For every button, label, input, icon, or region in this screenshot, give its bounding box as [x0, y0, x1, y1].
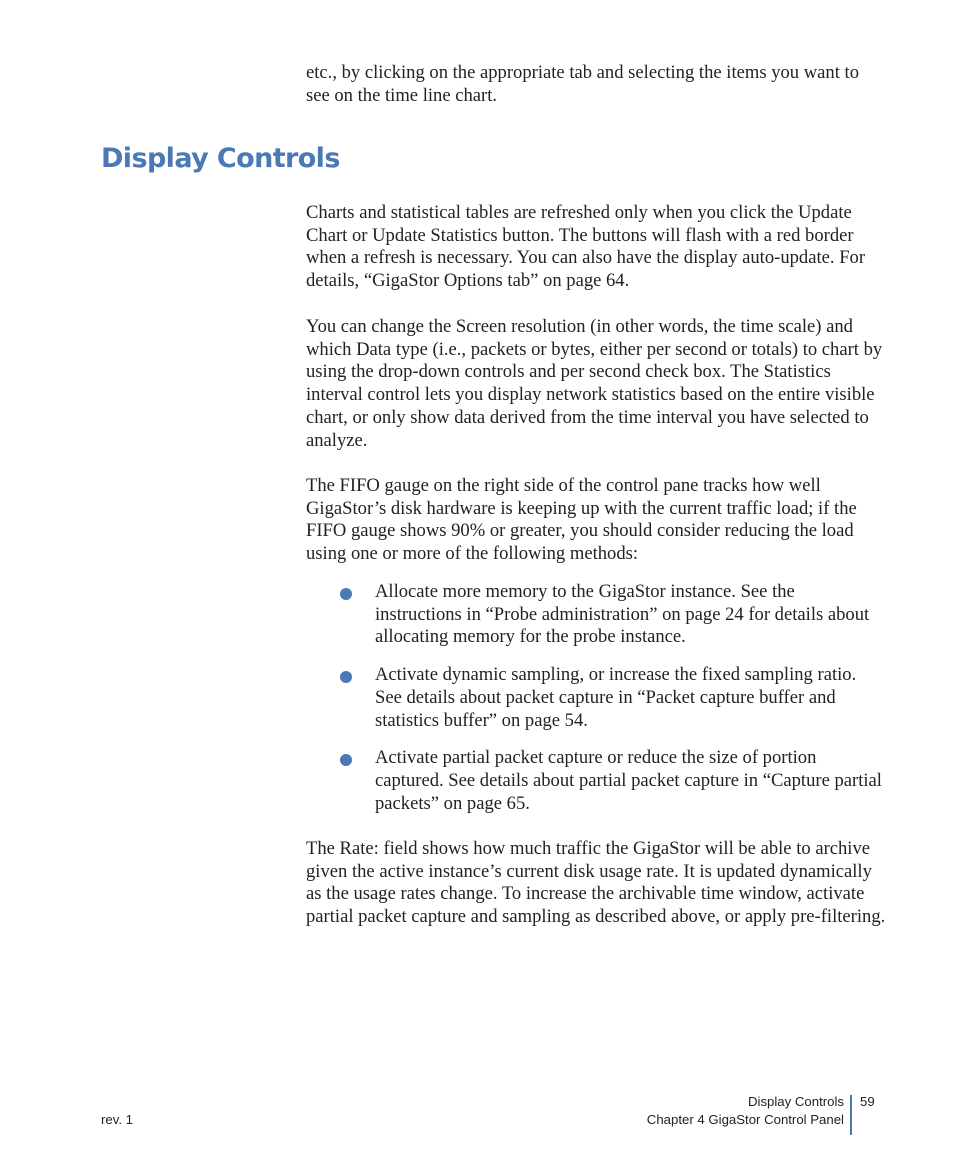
paragraph-resolution: You can change the Screen resolution (in other words, the time scale) and which Data type (i.e., packets or bytes, either per second or totals) to chart by using the drop-down controls and per second check box. The Statistics interval control lets you display network statistics based on the entire visible chart, or only show data derived from the time interval you have selected to analyze.	[306, 316, 883, 451]
page-number: 59	[860, 1094, 875, 1109]
list-item-text: Allocate more memory to the GigaStor instance. See the instructions in “Probe administration” on page 24 for details about allocating memory for the probe instance.	[375, 581, 870, 648]
bullet-icon	[340, 671, 352, 683]
list-item	[340, 581, 886, 649]
footer-divider	[850, 1095, 852, 1135]
section-heading: Display Controls	[101, 143, 340, 174]
paragraph-rate: The Rate: field shows how much traffic the GigaStor will be able to archive given the active instance’s current disk usage rate. It is updated dynamically as the usage rates change. To increase the archivable time window, activate partial packet capture and sampling as described above, or apply pre-filtering.	[306, 838, 886, 928]
list-item-text: Activate dynamic sampling, or increase the fixed sampling ratio. See details about packet capture in “Packet capture buffer and statistics buffer” on page 54.	[375, 664, 857, 731]
intro-paragraph: etc., by clicking on the appropriate tab and selecting the items you want to see on the time line chart.	[306, 62, 860, 106]
bullet-icon	[340, 754, 352, 766]
list-item	[340, 664, 886, 732]
methods-list	[340, 581, 886, 830]
paragraph-refresh: Charts and statistical tables are refreshed only when you click the Update Chart or Update Statistics button. The buttons will flash with a red border when a refresh is necessary. You can also have the display auto-update. For details, “GigaStor Options tab” on page 64.	[306, 202, 866, 292]
list-item	[340, 747, 886, 815]
footer-revision: rev. 1	[101, 1112, 134, 1127]
bullet-icon	[340, 588, 352, 600]
footer-chapter-title: Chapter 4 GigaStor Control Panel	[646, 1112, 844, 1127]
footer-section-title: Display Controls	[747, 1094, 844, 1109]
paragraph-fifo: The FIFO gauge on the right side of the control pane tracks how well GigaStor’s disk hardware is keeping up with the current traffic load; if the FIFO gauge shows 90% or greater, you should consider reducing the load using one or more of the following methods:	[306, 475, 857, 565]
list-item-text: Activate partial packet capture or reduce the size of portion captured. See details about partial packet capture in “Capture partial packets” on page 65.	[375, 747, 882, 814]
